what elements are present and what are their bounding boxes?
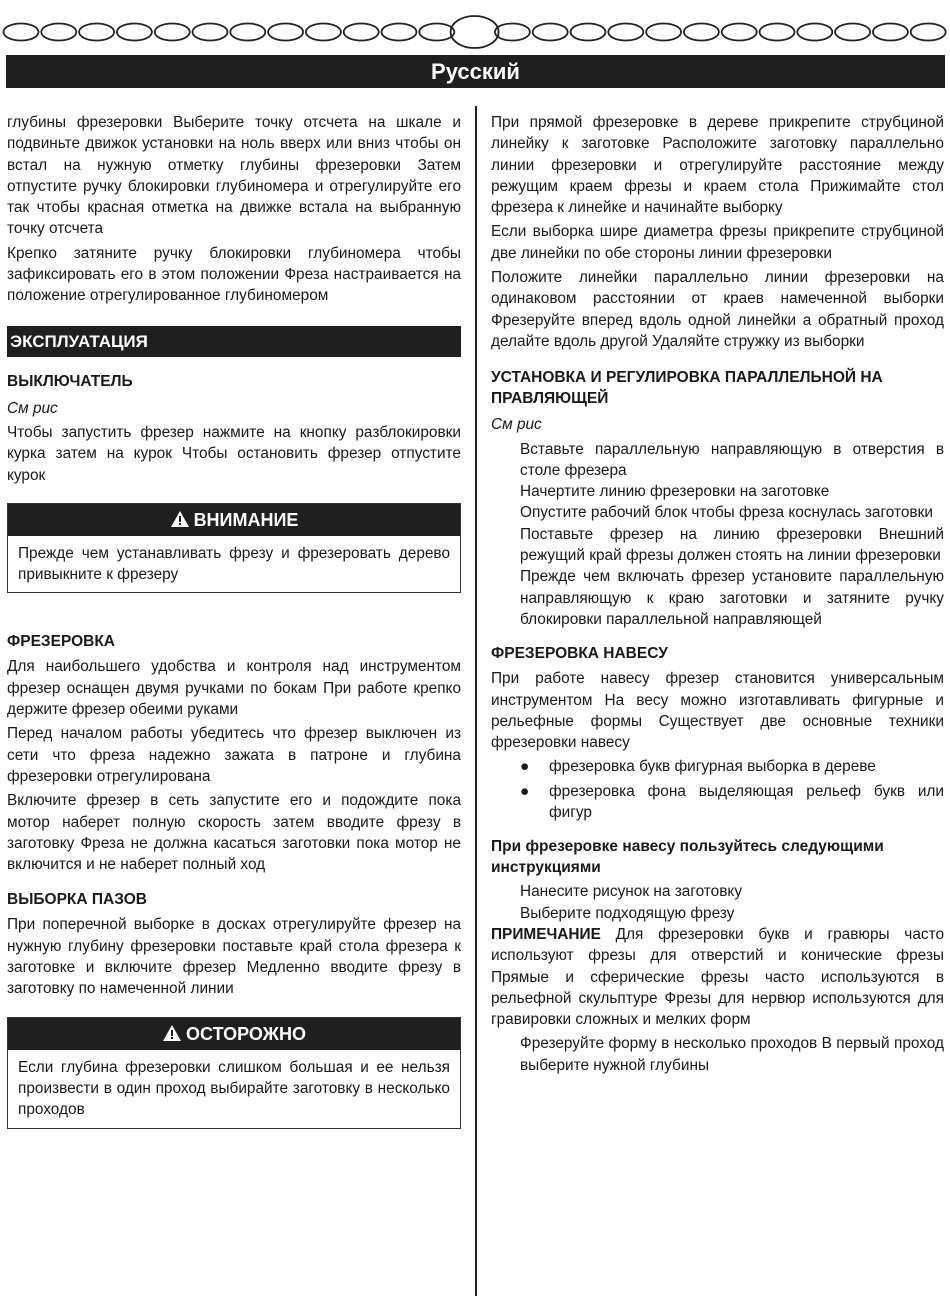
decorative-oval: [533, 24, 568, 41]
bullet-icon: ●: [520, 782, 530, 800]
warning-triangle-icon: [170, 510, 190, 528]
routing-paragraph-2: Перед началом работы убедитесь что фрезер выключен из сети что фреза надежно зажата в патроне и глубина фрезеровки отрегулирована: [7, 725, 461, 785]
guide-step: Опустите рабочий блок чтобы фреза коснулась заготовки: [520, 504, 933, 522]
decorative-oval: [155, 24, 190, 41]
warning-title: ВНИМАНИЕ: [193, 509, 299, 530]
decorative-oval: [117, 24, 152, 41]
bullet-icon: ●: [520, 758, 530, 776]
final-step: [491, 1033, 944, 1076]
note-paragraph: [491, 924, 944, 1030]
note-text: Для фрезеровки букв и гравюры часто используют фрезы для отверстий и конические фрезы Прямые и сферические фрезы часто используются в рельефной скульптуре Фрезы для нервюр используются для гравировки сложных и мелких форм: [491, 925, 945, 1029]
routing-heading: ФРЕЗЕРОВКА: [7, 633, 115, 651]
decorative-oval: [722, 24, 757, 41]
freehand-step: Выберите подходящую фрезу: [520, 904, 735, 922]
decorative-oval: [797, 24, 832, 41]
operation-section-title: ЭКСПЛУАТАЦИЯ: [7, 326, 461, 357]
note-label: ПРИМЕЧАНИЕ: [491, 925, 601, 943]
caution-box: [7, 1017, 461, 1129]
decorative-oval: [451, 16, 499, 48]
caution-title: ОСТОРОЖНО: [186, 1023, 306, 1044]
list-item: ● фрезеровка фона выделяющая рельеф букв или фигур: [520, 782, 944, 822]
guide-heading: УСТАНОВКА И РЕГУЛИРОВКА ПАРАЛЛЕЛЬНОЙ НА ПРАВЛЯЮЩЕЙ: [491, 369, 883, 408]
right-paragraph-3: Положите линейки параллельно линии фрезеровки на одинаковом расстоянии от краев намеченной выборки Фрезеруйте вперед вдоль одной линейки а обратный проход делайте вдоль другой Удаляйте стружку из выборки: [491, 269, 944, 350]
warning-header: [8, 504, 460, 536]
freehand-step: Нанесите рисунок на заготовку: [520, 883, 743, 901]
guide-step: Вставьте параллельную направляющую в отверстия в столе фрезера: [520, 440, 944, 479]
warning-box: [7, 503, 461, 594]
freehand-paragraph: При работе навесу фрезер становится универсальным инструментом На весу можно изготавливать фигурные и рельефные формы Существует две основные техники фрезеровки навесу: [491, 670, 944, 752]
routing-paragraph-3: Включите фрезер в сеть запустите его и подождите пока мотор наберет полную скорость затем вводите фрезу в заготовку Фреза не должна касаться заготовки пока мотор не включится и не наберет полный ход: [7, 792, 461, 874]
routing-paragraph-1: Для наибольшего удобства и контроля над инструментом фрезер оснащен двумя ручками по бокам При работе крепко держите фрезер обеими руками: [7, 658, 461, 719]
decorative-oval: [684, 24, 719, 41]
decorative-oval: [873, 24, 908, 41]
right-column: [491, 112, 944, 1076]
warning-text: Прежде чем устанавливать фрезу и фрезеровать дерево привыкните к фрезеру: [18, 544, 450, 584]
decorative-oval: [911, 24, 946, 41]
decorative-oval: [306, 24, 341, 41]
decorative-oval: [760, 24, 795, 41]
left-column: [7, 112, 461, 1129]
decorative-oval: [41, 24, 76, 41]
intro-paragraph-2: Крепко затяните ручку блокировки глубиномера чтобы зафиксировать его в этом положении Фреза настраивается на положение отрегулированное глубиномером: [7, 244, 461, 305]
decorative-oval: [4, 24, 39, 41]
caution-text: Если глубина фрезеровки слишком большая и ее нельзя произвести в один проход выбирайте заготовку в несколько проходов: [18, 1058, 450, 1119]
guide-step: Прежде чем включать фрезер установите параллельную направляющую к краю заготовки и затяните ручку блокировки параллельной направляющей: [520, 568, 944, 628]
final-step-text: Фрезеруйте форму в несколько проходов В первый проход выберите нужной глубины: [520, 1035, 944, 1074]
decorative-oval: [382, 24, 417, 41]
decorative-oval: [835, 24, 870, 41]
decorative-oval: [571, 24, 606, 41]
decorative-oval: [230, 24, 265, 41]
decorative-oval: [646, 24, 681, 41]
decorative-oval: [344, 24, 379, 41]
guide-figure-ref: См рис: [491, 416, 542, 434]
decorative-oval: [268, 24, 303, 41]
decorative-oval: [193, 24, 228, 41]
intro-paragraph-1: глубины фрезеровки Выберите точку отсчета на шкале и подвиньте движок установки на ноль вверх или вниз чтобы он встал на нужную отметку глубины фрезеровки Затем отпустите ручку блокировки глубиномера и отрегулируйте его так чтобы красная отметка на движке встала на выбранную точку отсчета: [7, 114, 461, 238]
freehand-heading: ФРЕЗЕРОВКА НАВЕСУ: [491, 645, 668, 663]
decorative-oval: [419, 24, 454, 41]
decorative-oval: [608, 24, 643, 41]
right-paragraph-1: При прямой фрезеровке в дереве прикрепите струбциной линейку к заготовке Расположите заготовку параллельно линии фрезеровки и отрегулируйте расстояние между режущим краем фрезы и краем стола Прижимайте стол фрезера к линейке и начинайте выборку: [491, 114, 944, 217]
guide-step: Поставьте фрезер на линию фрезеровки Внешний режущий край фрезы должен стоять на линии фрезеровки: [520, 525, 944, 565]
freehand-steps: [491, 881, 944, 924]
switch-paragraph: Чтобы запустить фрезер нажмите на кнопку разблокировки курка затем на курок Чтобы остановить фрезер отпустите курок: [7, 423, 461, 484]
freehand-bullet-list: [491, 756, 944, 823]
guide-steps: [491, 439, 944, 631]
decorative-oval: [495, 24, 530, 41]
list-item: ● фрезеровка букв фигурная выборка в дереве: [491, 756, 944, 777]
freehand-instructions-heading: При фрезеровке навесу пользуйтесь следующими инструкциями: [491, 838, 884, 877]
switch-heading: ВЫКЛЮЧАТЕЛЬ: [7, 372, 133, 390]
decorative-oval-strip: [0, 14, 950, 50]
column-divider: [475, 106, 477, 1296]
guide-step: Начертите линию фрезеровки на заготовке: [520, 483, 830, 501]
right-paragraph-2: Если выборка шире диаметра фрезы прикрепите струбциной две линейки по обе стороны линии фрезеровки: [491, 223, 944, 262]
decorative-oval: [79, 24, 114, 41]
switch-figure-ref: См рис: [7, 399, 58, 417]
language-header: Русский: [6, 55, 945, 88]
caution-header: [8, 1018, 460, 1050]
warning-triangle-icon: [162, 1024, 182, 1042]
grooves-paragraph: При поперечной выборке в досках отрегулируйте фрезер на нужную глубину фрезеровки поставьте край стола фрезера к заготовке и включите фрезер Медленно вводите фрезу в заготовку по намеченной линии: [7, 916, 461, 998]
grooves-heading: ВЫБОРКА ПАЗОВ: [7, 891, 147, 909]
